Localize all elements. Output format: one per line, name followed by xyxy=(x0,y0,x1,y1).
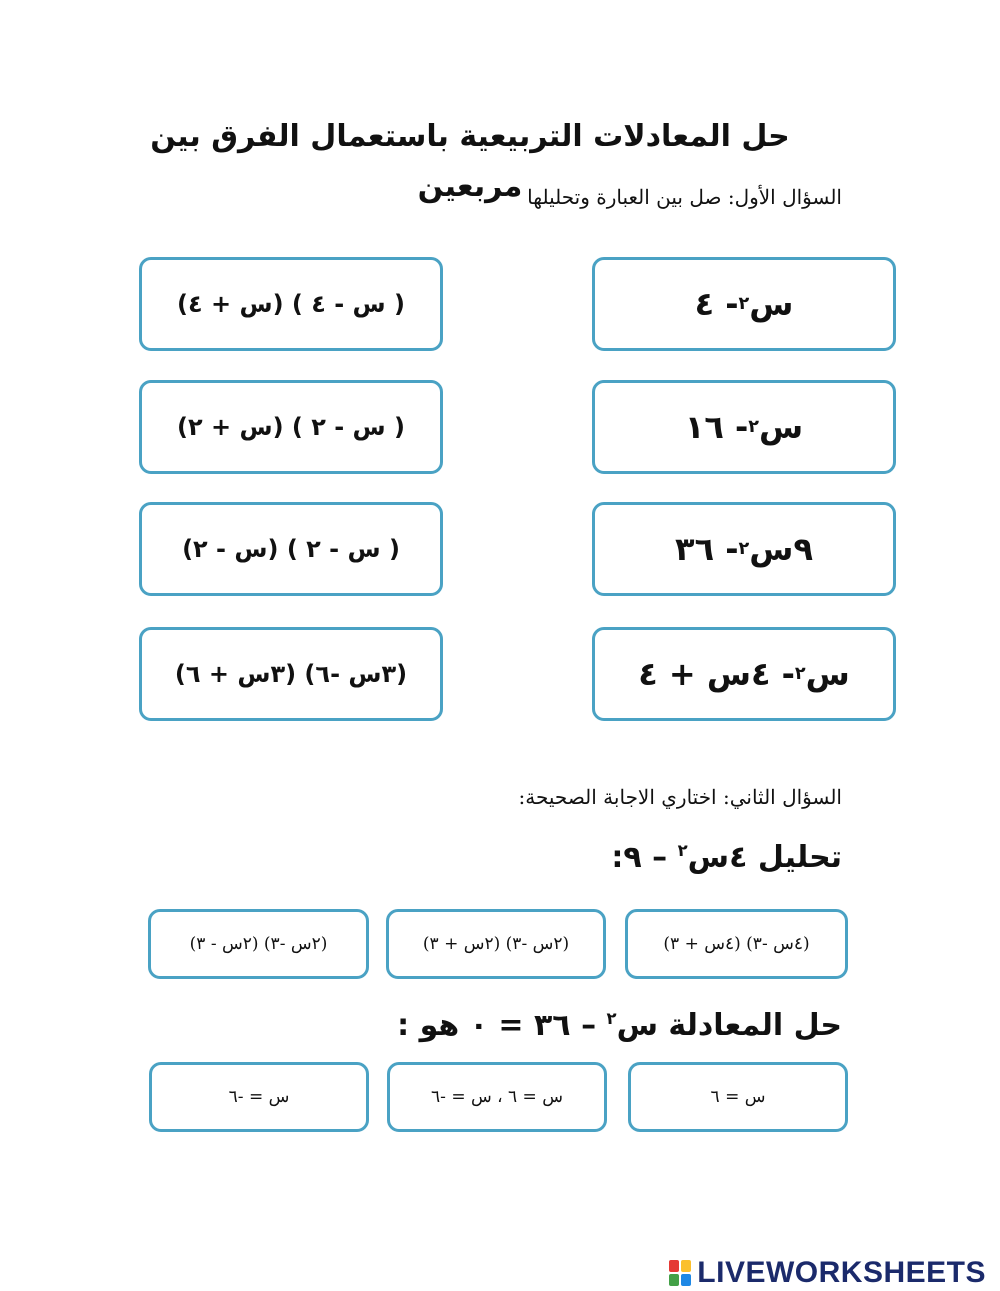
logo-icon xyxy=(669,1260,691,1286)
expression-exponent: ٢ xyxy=(738,294,750,314)
part2-option-3[interactable]: س = -٦ xyxy=(149,1062,369,1132)
logo-square xyxy=(669,1260,679,1272)
logo-square xyxy=(681,1274,691,1286)
heading-prefix: حل المعادلة س xyxy=(616,1008,842,1043)
logo-square xyxy=(681,1260,691,1272)
heading-prefix: تحليل ٤س xyxy=(687,840,842,875)
factorization-box-4[interactable]: (٣س -٦) (٣س + ٦) xyxy=(139,627,443,721)
expression-box-4[interactable] xyxy=(592,627,896,721)
part1-option-3[interactable]: (٢س -٣) (٢س - ٣) xyxy=(148,909,369,979)
expression-base: ٩س xyxy=(749,530,813,568)
logo-text: LIVEWORKSHEETS xyxy=(697,1256,986,1289)
factorization-box-3[interactable]: ( س - ٢ ) (س - ٢) xyxy=(139,502,443,596)
heading-suffix: – ٣٦ = ٠ هو : xyxy=(397,1008,607,1043)
question2-part2-heading xyxy=(397,1008,842,1043)
page-title: حل المعادلات التربيعية باستعمال الفرق بين مربعين xyxy=(150,119,790,204)
factorization-box-2[interactable]: ( س - ٢ ) (س + ٢) xyxy=(139,380,443,474)
expression-base: س xyxy=(805,655,850,693)
expression-box-3[interactable] xyxy=(592,502,896,596)
question2-prompt: السؤال الثاني: اختاري الاجابة الصحيحة: xyxy=(518,785,842,809)
question2-part1-heading xyxy=(611,840,842,875)
logo-square xyxy=(669,1274,679,1286)
expression-rest: - ٤ xyxy=(694,285,739,323)
expression-exponent: ٢ xyxy=(794,664,806,684)
heading-exponent: ٢ xyxy=(606,1009,617,1028)
part1-option-1[interactable]: (٤س -٣) (٤س + ٣) xyxy=(625,909,848,979)
expression-base: س xyxy=(749,285,794,323)
liveworksheets-logo xyxy=(669,1256,986,1290)
question1-prompt: السؤال الأول: صل بين العبارة وتحليلها xyxy=(527,185,842,209)
part2-option-1[interactable]: س = ٦ xyxy=(628,1062,848,1132)
expression-box-2[interactable] xyxy=(592,380,896,474)
expression-exponent: ٢ xyxy=(748,417,760,437)
heading-suffix: – ٩: xyxy=(611,840,678,875)
expression-exponent: ٢ xyxy=(738,539,750,559)
expression-rest: - ١٦ xyxy=(684,408,749,446)
factorization-box-1[interactable]: ( س - ٤ ) (س + ٤) xyxy=(139,257,443,351)
expression-box-1[interactable] xyxy=(592,257,896,351)
heading-exponent: ٢ xyxy=(677,841,688,860)
expression-rest: - ٤س + ٤ xyxy=(638,655,795,693)
part1-option-2[interactable]: (٢س -٣) (٢س + ٣) xyxy=(386,909,606,979)
expression-rest: - ٣٦ xyxy=(675,530,739,568)
expression-base: س xyxy=(759,408,804,446)
part2-option-2[interactable]: س = ٦ ، س = -٦ xyxy=(387,1062,607,1132)
